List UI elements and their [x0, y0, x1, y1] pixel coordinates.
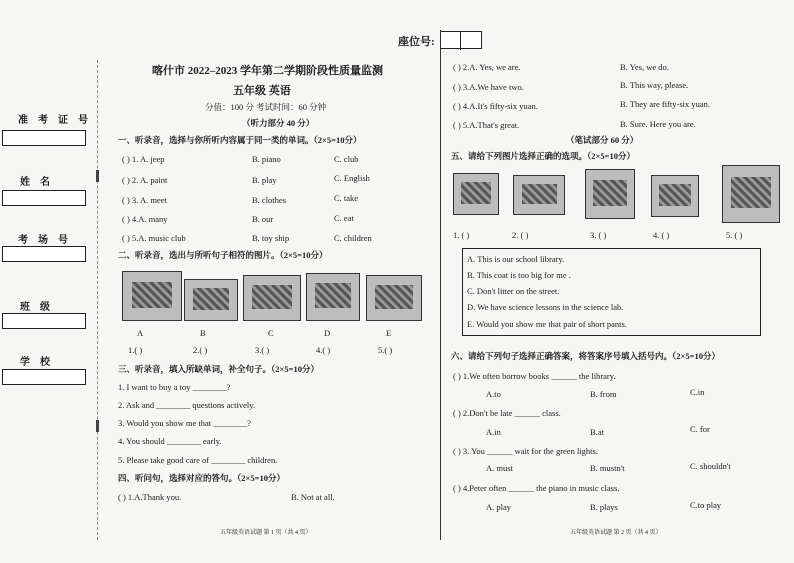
- section4-heading: 四、听问句，选择对应的答句。（2×5=10分）: [118, 473, 285, 483]
- s3-line-5[interactable]: 5. Please take good care of ________ children.: [118, 455, 278, 465]
- s1-q1-b: B. piano: [252, 154, 281, 164]
- s6-q2-a: A.in: [486, 427, 501, 437]
- writing-part: （笔试部分 60 分）: [566, 135, 639, 145]
- s5-answer-3[interactable]: 3. ( ): [590, 230, 607, 240]
- s1-q4[interactable]: ( ) 4.A. many: [122, 214, 168, 224]
- picture-letter-b: B: [200, 328, 206, 338]
- s2-answer-5[interactable]: 5.( ): [378, 345, 393, 355]
- s4-q3-a[interactable]: ( ) 3.A.We have two.: [453, 82, 524, 92]
- class-field[interactable]: [2, 313, 86, 329]
- s5-answer-4[interactable]: 4. ( ): [653, 230, 670, 240]
- s3-line-1[interactable]: 1. I want to buy a toy ________?: [118, 382, 231, 392]
- s6-q2[interactable]: ( ) 2.Don't be late ______ class.: [453, 408, 561, 418]
- page-title: 喀什市 2022–2023 学年第二学期阶段性质量监测: [152, 65, 383, 77]
- s4-q2-b: B. Yes, we do.: [620, 62, 669, 72]
- side-room-label: 考场号: [18, 235, 78, 246]
- s1-q3-c: C. take: [334, 193, 359, 203]
- s4-q2-a[interactable]: ( ) 2.A. Yes, we are.: [453, 62, 521, 72]
- picture-letter-d: D: [324, 328, 331, 338]
- s5-option-e: E. Would you show me that pair of short pants.: [467, 319, 627, 329]
- s5-picture-2: [513, 175, 565, 215]
- s6-q3[interactable]: ( ) 3. You ______ wait for the green lights.: [453, 446, 598, 456]
- picture-letter-a: A: [137, 328, 144, 338]
- s6-q1-a: A.to: [486, 389, 501, 399]
- seat-number-box[interactable]: [440, 31, 482, 49]
- section3-heading: 三、听录音，填入所缺单词，补全句子。（2×5=10分）: [118, 364, 319, 374]
- s1-q3-b: B. clothes: [252, 195, 286, 205]
- s3-line-4[interactable]: 4. You should ________ early.: [118, 436, 222, 446]
- section5-heading: 五、请给下列图片选择正确的选项。（2×5=10分）: [451, 151, 635, 161]
- subject-title: 五年级 英语: [233, 85, 291, 97]
- s5-answer-2[interactable]: 2. ( ): [512, 230, 529, 240]
- s4-q4-a[interactable]: ( ) 4.A.It's fifty-six yuan.: [453, 101, 538, 111]
- s5-option-a: A. This is our school library.: [467, 254, 565, 264]
- binding-mark: [96, 170, 99, 182]
- s1-q4-b: B. our: [252, 214, 274, 224]
- s1-q2[interactable]: ( ) 2. A. paint: [122, 175, 168, 185]
- s4-q3-b: B. This way, please.: [620, 80, 689, 90]
- s6-q4[interactable]: ( ) 4.Peter often ______ the piano in music class.: [453, 483, 620, 493]
- s5-picture-4: [651, 175, 699, 217]
- s5-answer-1[interactable]: 1. ( ): [453, 230, 470, 240]
- section2-heading: 二、听录音，选出与所听句子相符的图片。（2×5=10分）: [118, 250, 328, 260]
- listening-part: （听力部分 40 分）: [242, 118, 315, 128]
- s5-picture-5: [722, 165, 780, 223]
- s6-q1-c: C.in: [690, 387, 705, 397]
- picture-d: [306, 273, 360, 321]
- s1-q3[interactable]: ( ) 3. A. meet: [122, 195, 167, 205]
- picture-c: [243, 275, 301, 321]
- side-school-label: 学校: [20, 357, 60, 368]
- picture-letter-c: C: [268, 328, 274, 338]
- score-time: 分值：100 分 考试时间：60 分钟: [205, 102, 327, 112]
- s2-answer-3[interactable]: 3.( ): [255, 345, 270, 355]
- s1-q1-c: C. club: [334, 154, 359, 164]
- s2-answer-1[interactable]: 1.( ): [128, 345, 143, 355]
- s4-q4-b: B. They are fifty-six yuan.: [620, 99, 711, 109]
- s2-answer-2[interactable]: 2.( ): [193, 345, 208, 355]
- s4-q5-b: B. Sure. Here you are.: [620, 119, 696, 129]
- s6-q4-a: A. play: [486, 502, 512, 512]
- s2-answer-4[interactable]: 4.( ): [316, 345, 331, 355]
- s4-q5-a[interactable]: ( ) 5.A.That's great.: [453, 120, 520, 130]
- school-field[interactable]: [2, 369, 86, 385]
- section6-heading: 六、请给下列句子选择正确答案，将答案序号填入括号内。（2×5=10分）: [451, 351, 720, 361]
- s1-q1[interactable]: ( ) 1. A. jeep: [122, 154, 165, 164]
- side-exam-no-label: 准考证号: [18, 115, 98, 126]
- s1-q5-c: C. children: [334, 233, 372, 243]
- page-divider: [440, 30, 441, 540]
- picture-a: [122, 271, 182, 321]
- s6-q4-b: B. plays: [590, 502, 618, 512]
- s5-answer-5[interactable]: 5. ( ): [726, 230, 743, 240]
- s4-q1-b: B. Not at all.: [291, 492, 335, 502]
- binding-mark: [96, 420, 99, 432]
- picture-b: [184, 279, 238, 321]
- s1-q5[interactable]: ( ) 5.A. music club: [122, 233, 186, 243]
- side-name-label: 姓名: [20, 177, 60, 188]
- s6-q2-b: B.at: [590, 427, 604, 437]
- s5-picture-1: [453, 173, 499, 215]
- s6-q3-c: C. shouldn't: [690, 461, 731, 471]
- room-field[interactable]: [2, 246, 86, 262]
- exam-no-field[interactable]: [2, 130, 86, 146]
- s3-line-3[interactable]: 3. Would you show me that ________?: [118, 418, 252, 428]
- side-class-label: 班级: [20, 302, 60, 313]
- s1-q2-c: C. English: [334, 173, 370, 183]
- s6-q1[interactable]: ( ) 1.We often borrow books ______ the library.: [453, 371, 616, 381]
- binding-line: [97, 60, 98, 540]
- seat-box-divider: [460, 31, 461, 50]
- s5-option-c: C. Don't litter on the street.: [467, 286, 560, 296]
- s4-q1-a[interactable]: ( ) 1.A.Thank you.: [118, 492, 182, 502]
- s6-q2-c: C. for: [690, 424, 710, 434]
- section1-heading: 一、听录音，选择与你所听内容属于同一类的单词。（2×5=10分）: [118, 135, 362, 145]
- s1-q2-b: B. play: [252, 175, 277, 185]
- s1-q5-b: B. toy ship: [252, 233, 290, 243]
- s5-picture-3: [585, 169, 635, 219]
- picture-letter-e: E: [386, 328, 392, 338]
- seat-label: 座位号:: [398, 36, 435, 48]
- right-footer: 五年级英语试题 第 2 页（共 4 页）: [570, 530, 662, 536]
- s5-option-d: D. We have science lessons in the science lab.: [467, 302, 624, 312]
- s5-option-b: B. This coat is too big for me .: [467, 270, 571, 280]
- s1-q4-c: C. eat: [334, 213, 354, 223]
- s6-q3-a: A. must: [486, 463, 513, 473]
- s6-q1-b: B. from: [590, 389, 617, 399]
- left-footer: 五年级英语试题 第 1 页（共 4 页）: [220, 530, 312, 536]
- s6-q3-b: B. mustn't: [590, 463, 625, 473]
- picture-e: [366, 275, 422, 321]
- s6-q4-c: C.to play: [690, 500, 722, 510]
- name-field[interactable]: [2, 190, 86, 206]
- s3-line-2[interactable]: 2. Ask and ________ questions actively.: [118, 400, 256, 410]
